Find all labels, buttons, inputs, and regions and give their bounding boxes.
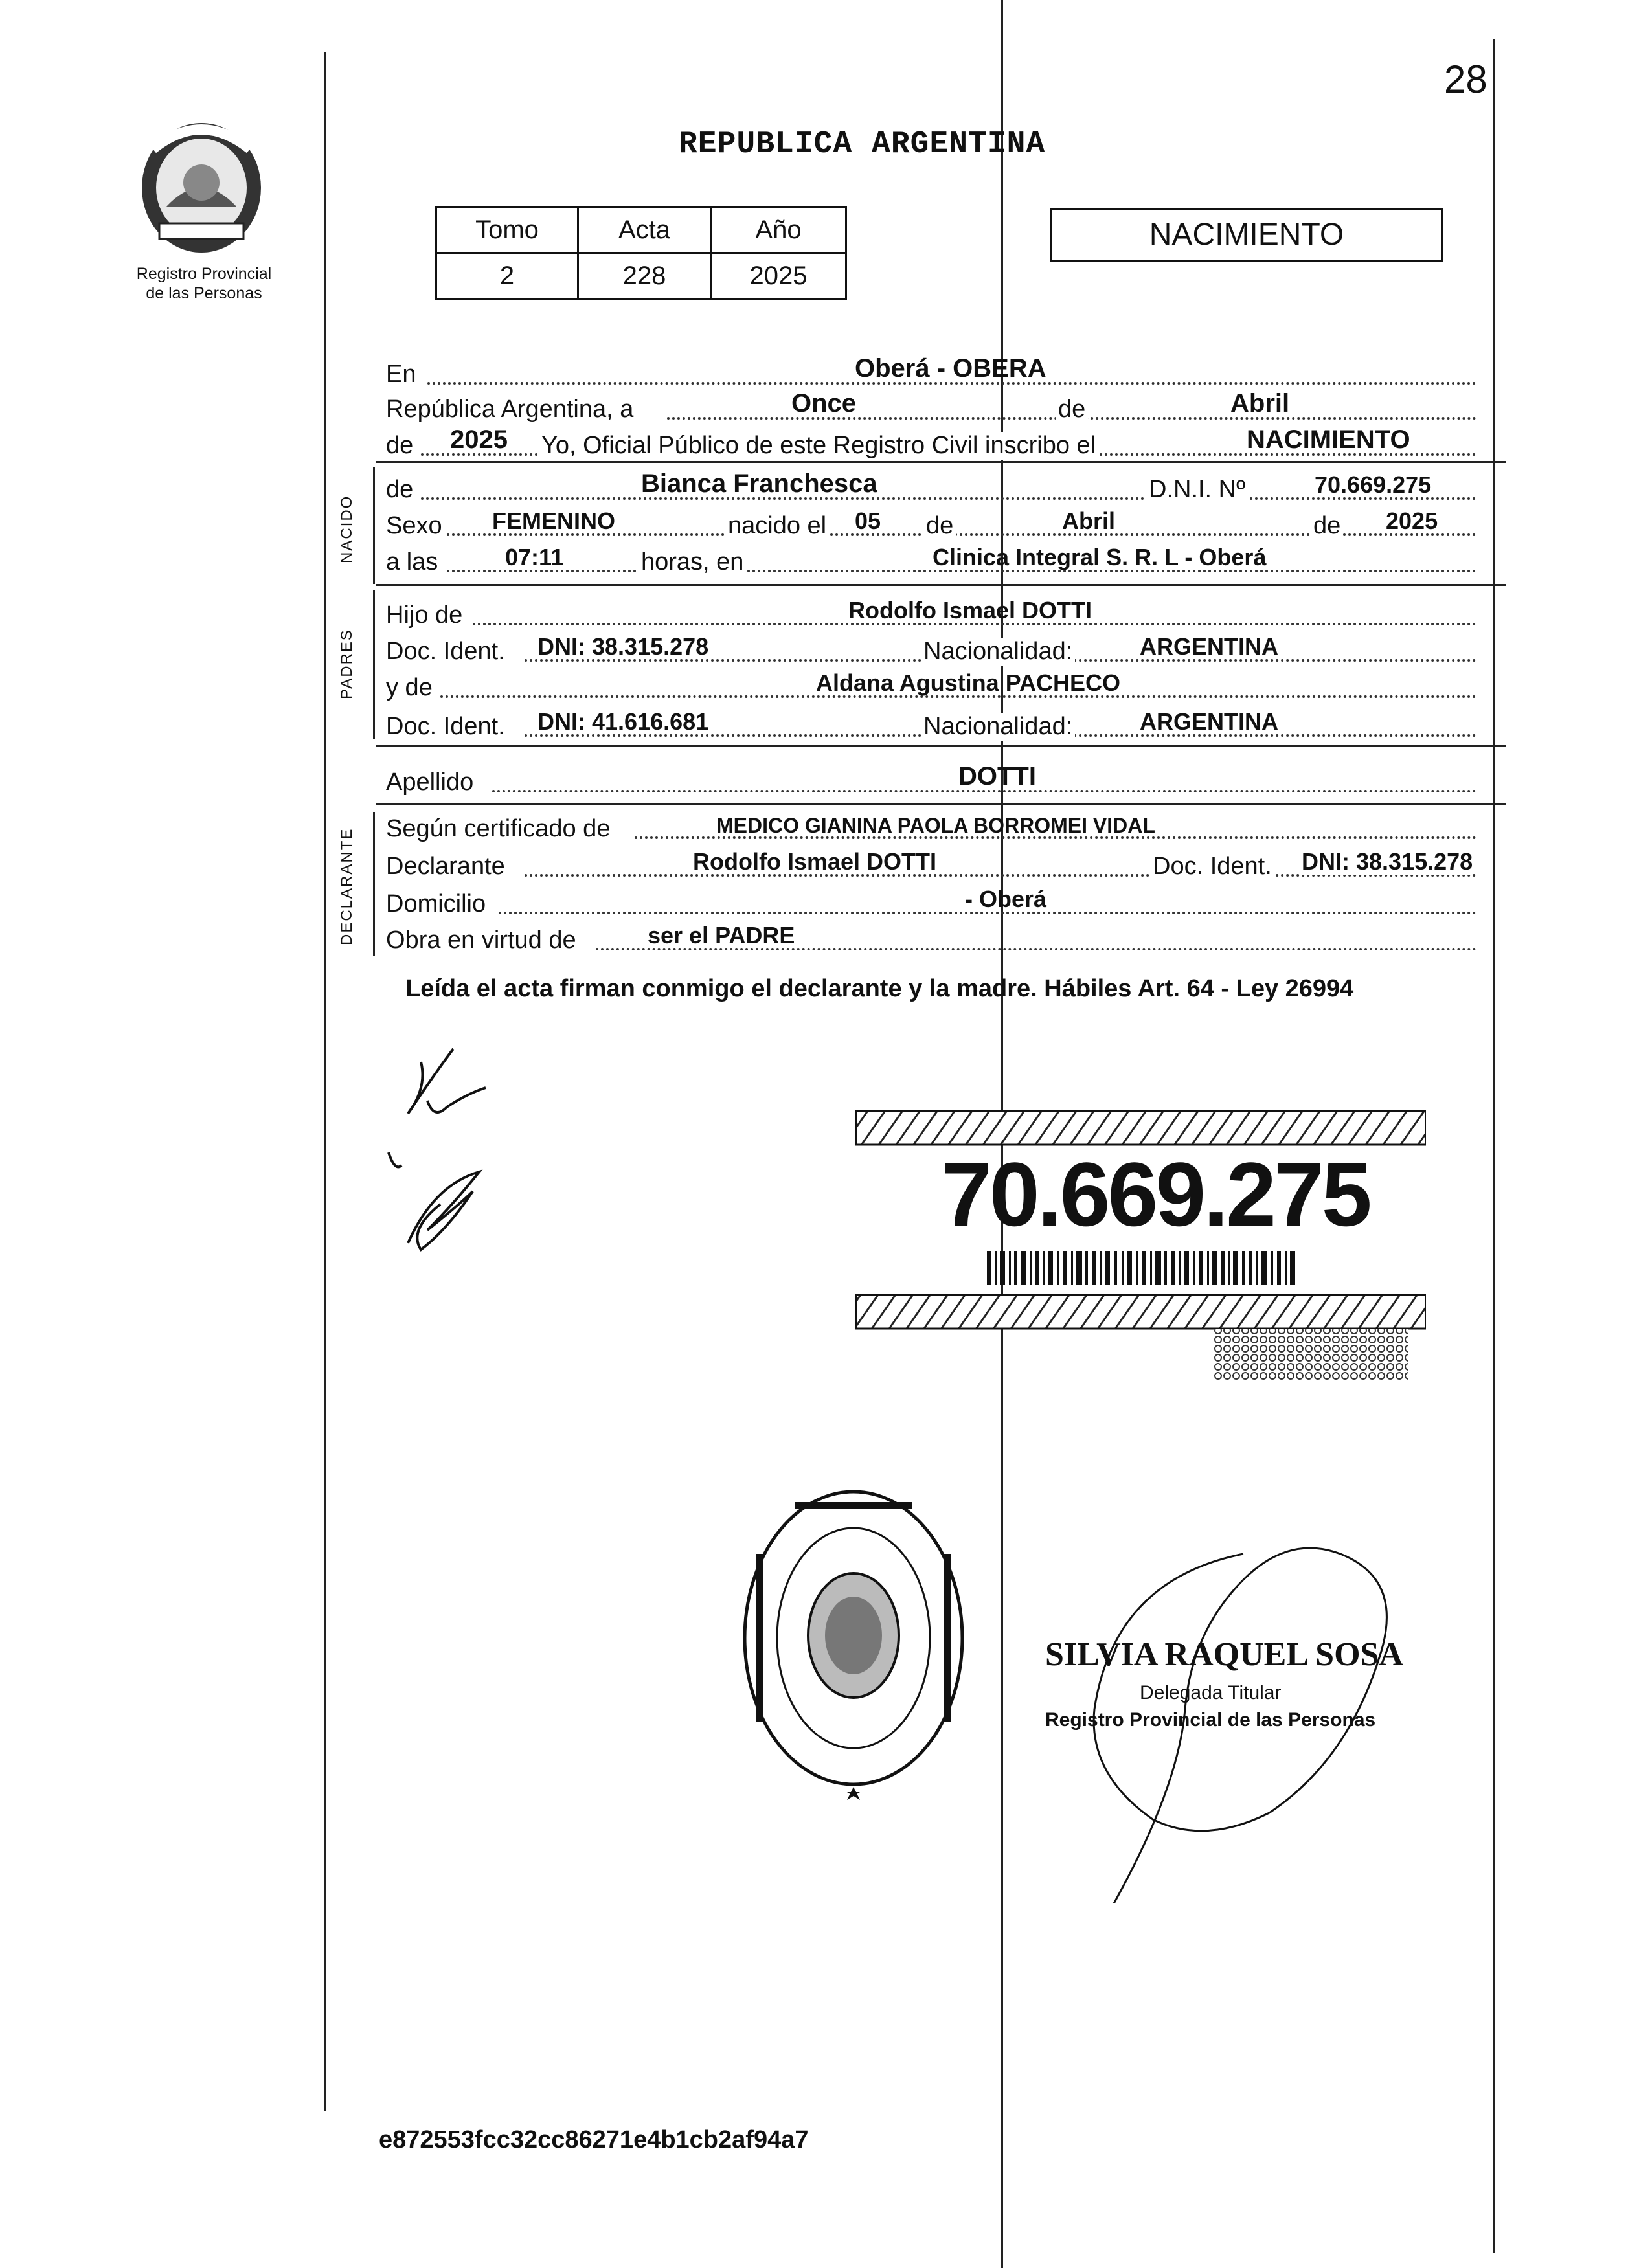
birth-day: 05 — [855, 508, 881, 534]
sexo-value: FEMENINO — [492, 508, 616, 534]
place-value: Oberá - OBERA — [855, 354, 1046, 383]
declarante-row-obra — [382, 922, 1502, 954]
father-doc-label: Doc. Ident. — [386, 638, 505, 665]
nacido-row-sexo — [382, 508, 1502, 540]
apellido-label: Apellido — [386, 769, 474, 796]
horas-label: horas, en — [639, 548, 746, 576]
birth-place: Clinica Integral S. R. L - Oberá — [933, 544, 1267, 570]
padres-bracket — [373, 590, 375, 739]
acta-value: 228 — [578, 253, 711, 299]
year-value: 2025 — [450, 425, 508, 454]
document-title: REPUBLICA ARGENTINA — [679, 127, 1046, 162]
father-nac-label: Nacionalidad: — [921, 638, 1075, 666]
misiones-seal-icon — [127, 110, 276, 259]
cert-value: MEDICO GIANINA PAOLA BORROMEI VIDAL — [716, 814, 1155, 837]
document-hash: e872553fcc32cc86271e4b1cb2af94a7 — [379, 2126, 809, 2153]
child-dni: 70.669.275 — [1315, 471, 1432, 498]
intro-row-en — [382, 356, 1502, 388]
birth-time: 07:11 — [505, 544, 564, 570]
en-label: En — [386, 361, 416, 388]
father-doc: DNI: 38.315.278 — [537, 633, 709, 660]
round-stamp-icon — [737, 1483, 970, 1806]
logo-caption — [110, 264, 298, 303]
tomo-value: 2 — [436, 253, 578, 299]
nacido-row-hora — [382, 544, 1502, 576]
official-stamp — [737, 1483, 970, 1806]
declarante-bracket — [373, 812, 375, 956]
declarante-label: Declarante — [386, 853, 505, 880]
cert-label: Según certificado de — [386, 815, 611, 842]
mother-name: Aldana Agustina PACHECO — [816, 669, 1121, 696]
anio-value: 2025 — [711, 253, 846, 299]
father-name: Rodolfo Ismael DOTTI — [848, 597, 1092, 623]
domicilio-value: - Oberá — [965, 886, 1047, 912]
obra-label: Obra en virtud de — [386, 926, 576, 954]
barcode-number: 70.669.275 — [942, 1143, 1370, 1245]
acta-header: Acta — [578, 207, 711, 253]
hijo-label: Hijo de — [386, 601, 463, 629]
padres-row-y-de — [382, 669, 1502, 702]
registry-table-value-row — [436, 253, 846, 299]
month-value: Abril — [1230, 389, 1290, 418]
declarante-doc-label: Doc. Ident. — [1150, 853, 1274, 881]
handwritten-signature-icon — [382, 1036, 512, 1269]
province-logo — [127, 110, 276, 259]
section-divider — [376, 745, 1506, 747]
apellido-row — [382, 764, 1502, 796]
intro-row-year — [382, 427, 1502, 460]
day-value: Once — [791, 389, 857, 418]
official-org: Registro Provincial de las Personas — [1045, 1709, 1376, 1731]
y-de-label: y de — [386, 674, 433, 701]
official-name: SILVIA RAQUEL SOSA — [1045, 1636, 1403, 1673]
mother-nationality: ARGENTINA — [1140, 708, 1278, 735]
declarante-row-cert — [382, 811, 1502, 843]
nacido-de-label: de — [386, 476, 414, 503]
a-las-label: a las — [386, 548, 438, 576]
intro-row-date — [382, 391, 1502, 423]
republica-label: República Argentina, a — [386, 396, 634, 423]
record-type-box: NACIMIENTO — [1050, 208, 1443, 262]
birth-de-label2: de — [1311, 512, 1343, 540]
padres-row-hijo — [382, 597, 1502, 629]
birth-year: 2025 — [1386, 508, 1438, 534]
left-margin-line — [324, 52, 326, 2111]
nacido-row-name — [382, 471, 1502, 504]
security-label — [851, 1108, 1426, 1380]
page-number: 28 — [1444, 58, 1487, 101]
apellido-value: DOTTI — [958, 762, 1036, 791]
father-nationality: ARGENTINA — [1140, 633, 1278, 660]
section-divider — [376, 803, 1506, 805]
domicilio-label: Domicilio — [386, 890, 486, 917]
mother-doc-label: Doc. Ident. — [386, 713, 505, 740]
declarante-side-label: DECLARANTE — [338, 827, 356, 945]
section-divider — [376, 584, 1506, 586]
de-label: de — [1056, 396, 1088, 423]
birth-month: Abril — [1062, 508, 1116, 534]
dni-label: D.N.I. Nº — [1146, 476, 1248, 504]
official-role: Delegada Titular — [1140, 1682, 1282, 1703]
closing-statement: Leída el acta firman conmigo el declarante y la madre. Hábiles Art. 64 - Ley 26994 — [405, 975, 1354, 1002]
sexo-label: Sexo — [386, 512, 442, 539]
mother-doc: DNI: 41.616.681 — [537, 708, 709, 735]
mother-nac-label: Nacionalidad: — [921, 713, 1075, 741]
nacido-bracket — [373, 467, 375, 584]
padres-row-mother-doc — [382, 708, 1502, 741]
obra-value: ser el PADRE — [648, 922, 795, 949]
event-value: NACIMIENTO — [1247, 425, 1410, 454]
padres-row-father-doc — [382, 633, 1502, 666]
section-divider — [376, 461, 1506, 463]
registry-table — [435, 206, 847, 300]
logo-caption-line2: de las Personas — [146, 284, 262, 302]
declarante-name: Rodolfo Ismael DOTTI — [693, 848, 937, 875]
birth-de-label: de — [923, 512, 956, 540]
padres-side-label: PADRES — [338, 629, 356, 699]
logo-caption-line1: Registro Provincial — [136, 265, 272, 283]
declarante-row-domicilio — [382, 886, 1502, 918]
registry-table-header-row — [436, 207, 846, 253]
nacido-side-label: NACIDO — [338, 495, 356, 563]
child-name: Bianca Franchesca — [641, 469, 877, 498]
declarante-doc: DNI: 38.315.278 — [1302, 848, 1473, 875]
oficial-text: Yo, Oficial Público de este Registro Civil inscribo el — [537, 432, 1100, 460]
tomo-header: Tomo — [436, 207, 578, 253]
anio-header: Año — [711, 207, 846, 253]
nacido-el-label: nacido el — [725, 512, 829, 540]
declarant-signature — [382, 1036, 512, 1269]
de2-label: de — [386, 432, 414, 459]
declarante-row-name — [382, 848, 1502, 881]
